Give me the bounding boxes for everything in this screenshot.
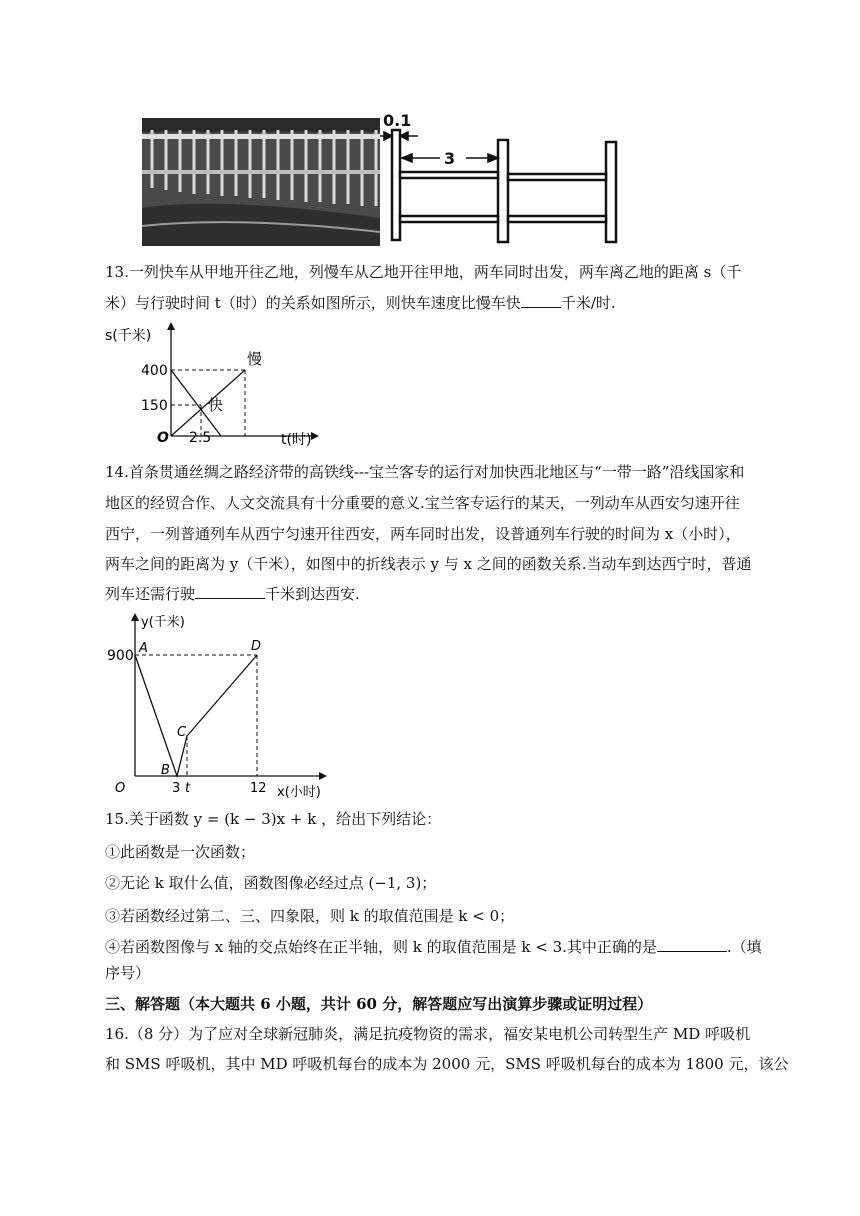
q14-xlabel: x(小时) xyxy=(277,785,321,800)
q13-graph xyxy=(105,318,325,450)
q15-item1: ①此函数是一次函数； xyxy=(105,843,256,861)
q15-item4-text: ④若函数图像与 x 轴的交点始终在正半轴，则 k 的取值范围是 k < 3.其中正确的是 xyxy=(105,938,657,956)
q14-line1: 14.首条贯通丝绸之路经济带的高铁线---宝兰客专的运行对加快西北地区与“一带一路”沿线国家和 xyxy=(105,463,745,481)
q16-line2: 和 SMS 呼吸机，其中 MD 呼吸机每台的成本为 2000 元，SMS 呼吸机每台的成本为 1800 元，该公 xyxy=(105,1055,789,1073)
q13-line1: 13.一列快车从甲地开往乙地，列慢车从乙地开往甲地，两车同时出发，两车离乙地的距离 s（千 xyxy=(105,263,742,281)
q13-xlabel: t(时) xyxy=(281,432,312,448)
gap-label: 0.1 xyxy=(383,111,412,130)
q14-line4: 两车之间的距离为 y（千米），如图中的折线表示 y 与 x 之间的函数关系.当动车到达西宁时，普通 xyxy=(105,555,752,573)
slow-label: 慢 xyxy=(247,350,263,368)
q13-origin: O xyxy=(157,430,169,446)
q14-line5 xyxy=(105,584,360,604)
q13-line2-unit: 千米/时. xyxy=(560,294,616,312)
q13-ylabel: s(千米) xyxy=(105,328,152,344)
railing-posts xyxy=(392,130,616,242)
q14-xtick-12: 12 xyxy=(250,781,267,796)
q14-line2: 地区的经贸合作、人文交流具有十分重要的意义.宝兰客专运行的某天，一列动车从西安匀速开往 xyxy=(105,494,740,512)
q13-answer-blank xyxy=(521,293,561,308)
q14-line3: 西宁，一列普通列车从西宁匀速开往西安，两车同时出发，设普通列车行驶的时间为 x（小时）， xyxy=(105,525,741,543)
point-a: A xyxy=(139,641,148,656)
q14-graph xyxy=(105,608,335,804)
q15-item4-cont: 序号） xyxy=(105,964,151,982)
q15-item4 xyxy=(105,937,762,957)
q15-answer-blank xyxy=(657,937,727,952)
q15-line1: 15.关于函数 y = (k − 3)x + k ，给出下列结论： xyxy=(105,810,442,828)
q13-ytick-400: 400 xyxy=(141,363,168,379)
q14-line5-unit: 千米到达西安. xyxy=(265,585,360,603)
q14-line5-text: 列车还需行驶 xyxy=(105,585,196,603)
point-c: C xyxy=(177,725,187,740)
q15-item4-tail: .（填 xyxy=(726,938,762,956)
point-d: D xyxy=(251,639,262,654)
section3-heading: 三、解答题（本大题共 6 小题，共计 60 分，解答题应写出演算步骤或证明过程） xyxy=(105,995,653,1013)
q14-origin: O xyxy=(115,781,126,796)
fast-label: 快 xyxy=(208,396,224,414)
q14-answer-blank xyxy=(195,584,265,599)
q13-ytick-150: 150 xyxy=(141,398,168,414)
railing-figure xyxy=(140,108,640,248)
q16-line1: 16.（8 分）为了应对全球新冠肺炎，满足抗疫物资的需求，福安某电机公司转型生产 MD 呼吸机 xyxy=(105,1025,751,1043)
q14-xtick-3: 3 xyxy=(172,781,181,796)
q13-line2-text: 米）与行驶时间 t（时）的关系如图所示，则快车速度比慢车快 xyxy=(105,294,521,312)
q15-item3: ③若函数经过第二、三、四象限，则 k 的取值范围是 k < 0； xyxy=(105,907,515,925)
q15-item2: ②无论 k 取什么值，函数图像必经过点 (−1, 3)； xyxy=(105,874,437,892)
q14-ylabel: y(千米) xyxy=(141,615,185,630)
distance-polyline xyxy=(135,655,257,776)
railing-photo xyxy=(142,118,380,246)
q14-ytick: 900 xyxy=(107,648,134,664)
q14-xtick-t: t xyxy=(185,781,191,796)
railing-diagram xyxy=(140,108,640,248)
point-b: B xyxy=(161,763,170,778)
q13-line2 xyxy=(105,293,616,313)
spacing-label: 3 xyxy=(444,149,456,168)
q13-xtick: 2.5 xyxy=(189,430,212,446)
